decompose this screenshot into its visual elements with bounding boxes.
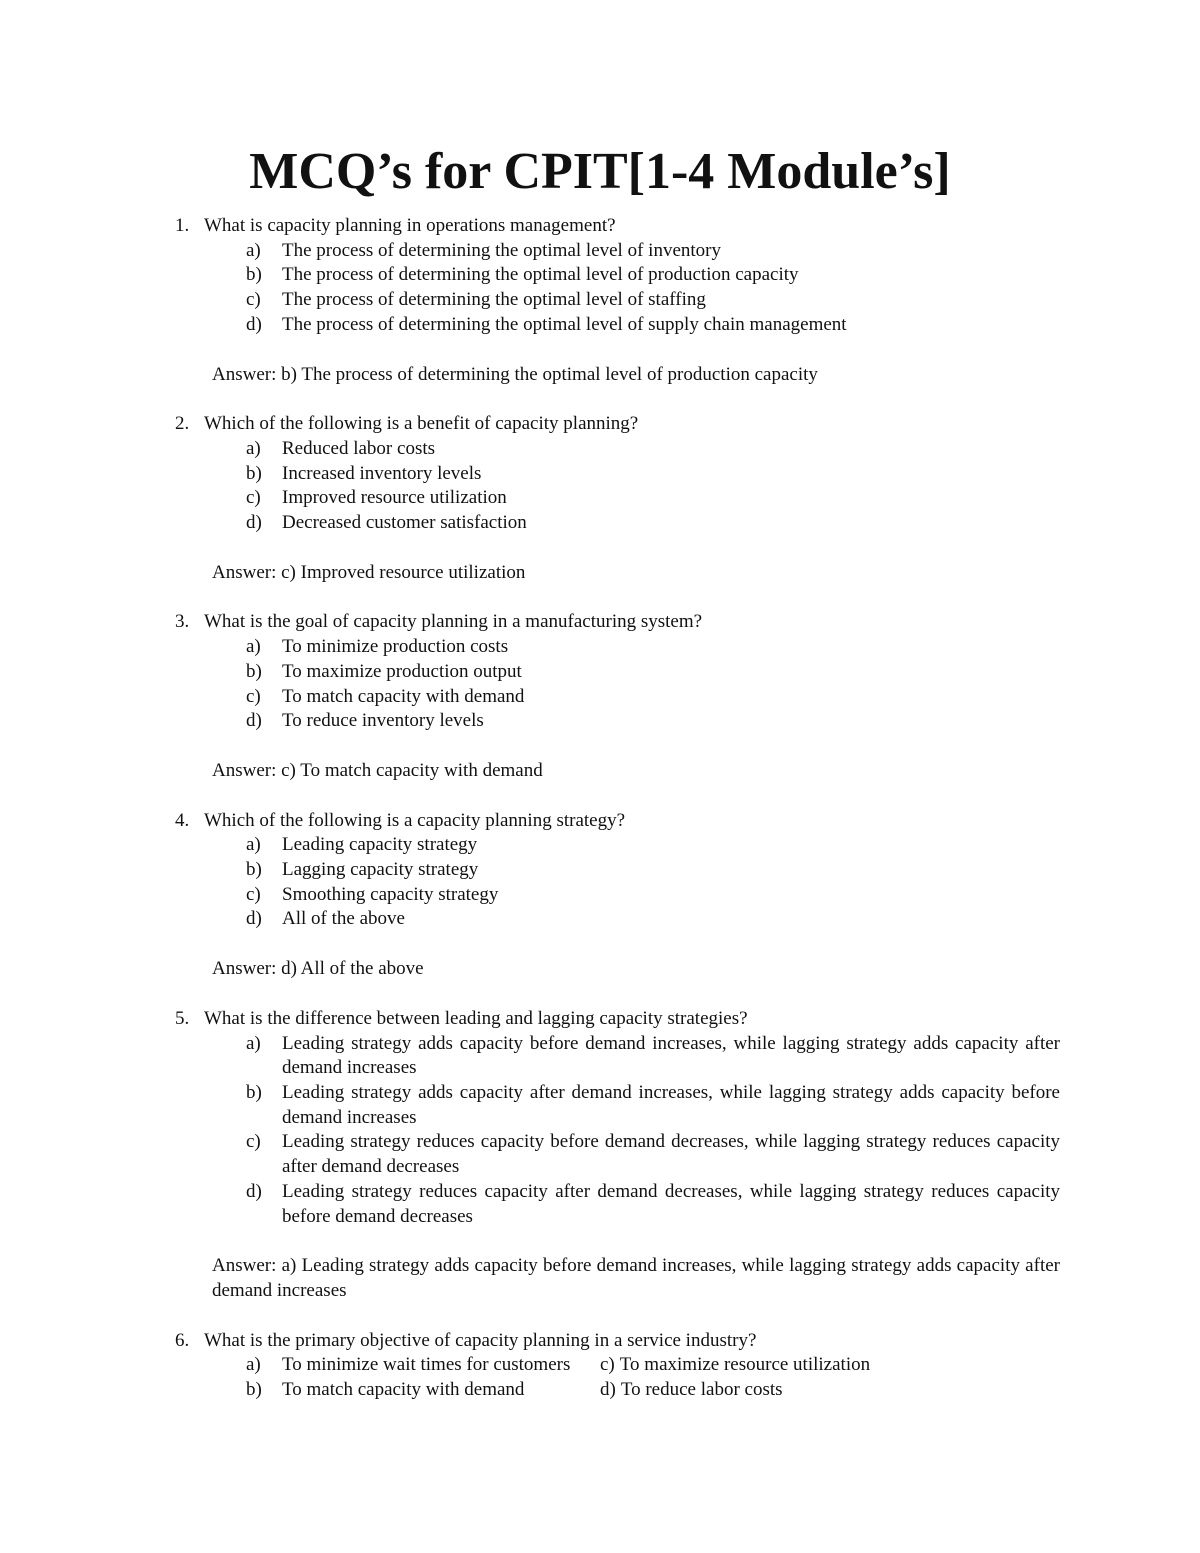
option-label: b)	[246, 264, 262, 286]
option-label: a)	[246, 437, 261, 459]
option-text: To maximize resource utilization	[619, 1354, 871, 1376]
option-text: All of the above	[282, 908, 405, 930]
option-text: The process of determining the optimal level of production capacity	[282, 264, 799, 286]
option-row	[246, 1378, 1060, 1403]
question-text: What is the goal of capacity planning in a manufacturing system?	[204, 611, 703, 633]
spacer	[175, 585, 1060, 610]
option-text: Leading strategy reduces capacity before demand decreases, while lagging strategy reduces capacity after demand decreases	[282, 1131, 1060, 1178]
spacer	[175, 1304, 1060, 1329]
option-text: To reduce labor costs	[620, 1379, 783, 1401]
option-label: c)	[246, 289, 261, 311]
question-item	[175, 1329, 1060, 1354]
option-list	[175, 239, 1060, 338]
option-item	[175, 660, 1060, 685]
option-item	[175, 462, 1060, 487]
option-text: Improved resource utilization	[282, 487, 507, 509]
spacer	[175, 982, 1060, 1007]
option-label: a)	[246, 1032, 261, 1054]
question-block	[175, 809, 1060, 982]
option-text: Decreased customer satisfaction	[282, 512, 527, 534]
option-label: c)	[600, 1354, 615, 1376]
option-text: The process of determining the optimal level of supply chain management	[282, 313, 847, 335]
option-label: d)	[246, 512, 262, 534]
option-grid	[175, 1353, 1060, 1402]
option-list	[175, 437, 1060, 536]
option-item	[175, 313, 1060, 338]
option-item	[175, 635, 1060, 660]
option-text: Leading capacity strategy	[282, 834, 478, 856]
option-list	[175, 635, 1060, 734]
option-item	[175, 486, 1060, 511]
answer-text: Answer: b) The process of determining the optimal level of production capacity	[212, 363, 818, 385]
option-label: b)	[246, 859, 262, 881]
question-number: 3.	[175, 611, 190, 633]
option-item	[246, 1353, 600, 1378]
option-text: Lagging capacity strategy	[282, 859, 479, 881]
option-label: d)	[246, 710, 262, 732]
option-text: To minimize production costs	[282, 636, 509, 658]
option-item	[175, 685, 1060, 710]
option-text: Increased inventory levels	[282, 462, 482, 484]
option-label: d)	[246, 1180, 262, 1202]
question-text: What is the primary objective of capacity planning in a service industry?	[204, 1329, 757, 1351]
option-item	[175, 907, 1060, 932]
option-text: To reduce inventory levels	[282, 710, 484, 732]
option-item	[175, 263, 1060, 288]
option-label: c)	[246, 685, 261, 707]
option-list	[175, 833, 1060, 932]
option-label: a)	[246, 636, 261, 658]
option-item	[175, 883, 1060, 908]
question-block	[175, 1007, 1060, 1304]
option-label: a)	[246, 239, 261, 261]
question-item	[175, 412, 1060, 437]
option-label: d)	[246, 908, 262, 930]
option-label: b)	[246, 1081, 262, 1103]
option-text: To minimize wait times for customers	[282, 1354, 571, 1376]
spacer	[175, 784, 1060, 809]
option-label: c)	[246, 487, 261, 509]
answer-text: Answer: c) To match capacity with demand	[212, 759, 543, 781]
question-text: Which of the following is a benefit of capacity planning?	[204, 413, 639, 435]
option-text: Leading strategy adds capacity after demand increases, while lagging strategy adds capacity before demand increases	[282, 1081, 1060, 1128]
answer-text: Answer: a) Leading strategy adds capacity before demand increases, while lagging strategy adds capacity after demand increases	[212, 1255, 1060, 1301]
option-label: a)	[246, 1354, 261, 1376]
option-item	[175, 239, 1060, 264]
option-item	[600, 1378, 783, 1403]
option-item	[246, 1378, 600, 1403]
option-item	[175, 709, 1060, 734]
option-item	[175, 511, 1060, 536]
question-item	[175, 1007, 1060, 1032]
option-item	[175, 1180, 1060, 1229]
question-block	[175, 610, 1060, 783]
question-number: 6.	[175, 1329, 190, 1351]
option-text: To match capacity with demand	[282, 1379, 525, 1401]
option-text: The process of determining the optimal level of staffing	[282, 289, 706, 311]
question-text: Which of the following is a capacity planning strategy?	[204, 809, 626, 831]
option-text: Reduced labor costs	[282, 437, 436, 459]
question-number: 2.	[175, 413, 190, 435]
question-list	[175, 214, 1060, 1403]
question-item	[175, 214, 1060, 239]
question-number: 1.	[175, 215, 190, 236]
question-block	[175, 214, 1060, 387]
answer-text: Answer: d) All of the above	[212, 958, 424, 980]
option-label: c)	[246, 1131, 261, 1153]
question-block	[175, 1329, 1060, 1403]
question-item	[175, 610, 1060, 635]
option-label: a)	[246, 834, 261, 856]
option-row	[246, 1353, 1060, 1378]
question-number: 5.	[175, 1007, 190, 1029]
option-list	[175, 1032, 1060, 1230]
option-text: The process of determining the optimal level of inventory	[282, 239, 721, 261]
question-block	[175, 412, 1060, 585]
option-item	[175, 288, 1060, 313]
option-item	[175, 437, 1060, 462]
option-text: To maximize production output	[282, 660, 522, 682]
option-label: b)	[246, 462, 262, 484]
option-text: Leading strategy adds capacity before demand increases, while lagging strategy adds capacity after demand increases	[282, 1032, 1060, 1079]
option-label: c)	[246, 883, 261, 905]
question-number: 4.	[175, 809, 190, 831]
page-title: MCQ’s for CPIT[1-4 Module’s]	[249, 143, 951, 200]
option-text: Smoothing capacity strategy	[282, 883, 499, 905]
option-text: To match capacity with demand	[282, 685, 525, 707]
option-item	[175, 833, 1060, 858]
option-item	[175, 1130, 1060, 1179]
answer-text: Answer: c) Improved resource utilization	[212, 561, 526, 583]
option-text: Leading strategy reduces capacity after demand decreases, while lagging strategy reduces capacity before demand decreases	[282, 1180, 1060, 1227]
question-item	[175, 809, 1060, 834]
option-label: d)	[600, 1379, 616, 1401]
option-label: b)	[246, 660, 262, 682]
option-item	[175, 1032, 1060, 1081]
question-text: What is capacity planning in operations management?	[204, 215, 616, 236]
option-item	[175, 858, 1060, 883]
question-text: What is the difference between leading and lagging capacity strategies?	[204, 1007, 748, 1029]
option-label: b)	[246, 1379, 262, 1401]
option-item	[175, 1081, 1060, 1130]
spacer	[175, 387, 1060, 412]
option-label: d)	[246, 313, 262, 335]
option-item	[600, 1353, 870, 1378]
